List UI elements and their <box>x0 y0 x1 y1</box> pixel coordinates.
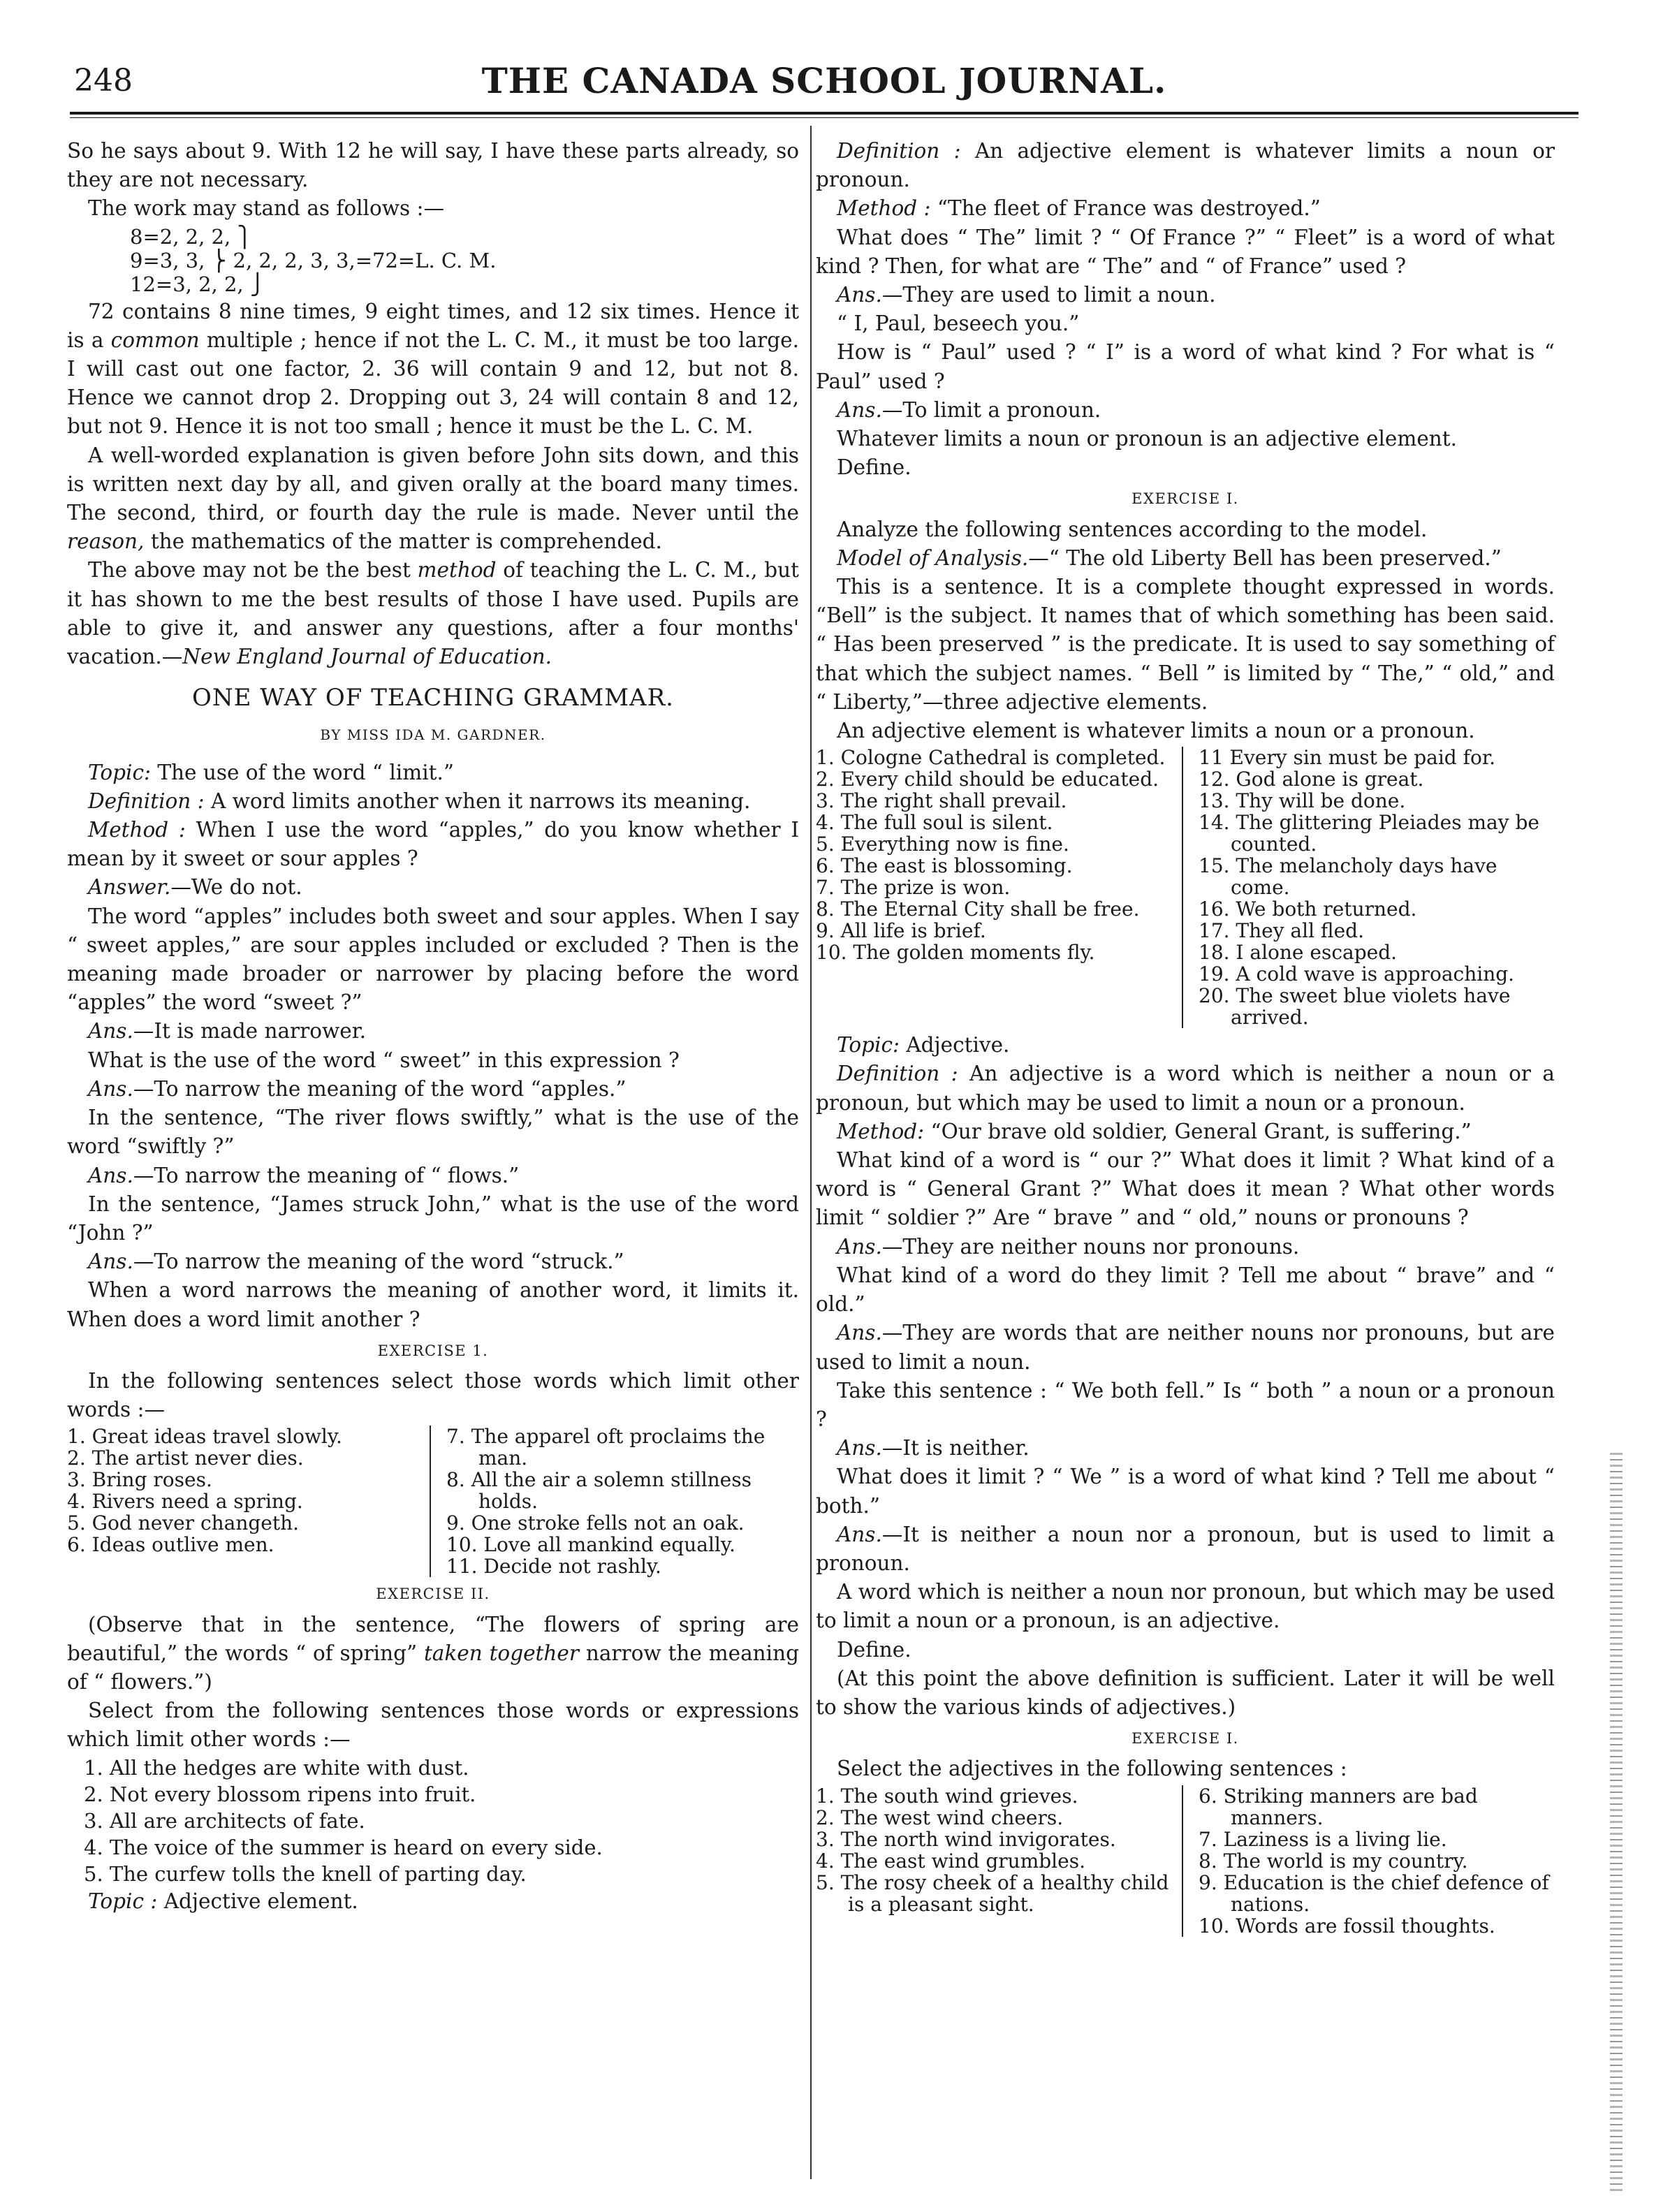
list-item: 3. Bring roses. <box>67 1468 212 1492</box>
definition-line: Definition : A word limits another when it narrows its meaning. <box>88 789 751 813</box>
answer-line: Ans.—They are used to limit a noun. <box>837 283 1216 307</box>
paragraph: Define. <box>837 1637 911 1662</box>
list-item: 14. The glittering Pleiades may be counted. <box>1199 811 1539 856</box>
paragraph: An adjective element is whatever limits a noun or a pronoun. <box>837 719 1475 743</box>
exercise-intro: Select from the following sentences those words or expressions which limit other words :— <box>67 1699 799 1752</box>
exercise-intro: Select the adjectives in the following sentences : <box>837 1757 1347 1781</box>
list-item: 15. The melancholy days have come. <box>1199 854 1497 900</box>
paragraph: In the sentence, “The river flows swiftly,” what is the use of the word “swiftly ?” <box>67 1106 799 1159</box>
list-item: 10. Love all mankind equally. <box>446 1533 735 1557</box>
list-item: 5. God never changeth. <box>67 1511 300 1535</box>
left-column <box>67 137 799 1916</box>
header-rule-thin <box>70 117 1579 118</box>
answer-line: Answer.—We do not. <box>88 875 302 900</box>
list-item: 6. The east is blossoming. <box>816 854 1073 878</box>
paragraph: This is a sentence. It is a complete thought expressed in words. “Bell” is the subject. It names that of which something has been said. “ Has been preserved ” is the predicate. It is used to say something of that which the subject names. “ Bell ” is limited by “ The,” “ old,” and “ Liberty,”—three adjective elements. <box>816 575 1555 714</box>
list-item: 3. All are architects of fate. <box>84 1808 365 1833</box>
paragraph: Whatever limits a noun or pronoun is an adjective element. <box>837 427 1458 451</box>
list-item: 1. The south wind grieves. <box>816 1784 1078 1808</box>
answer-line: Ans.—It is neither a noun nor a pronoun, but is used to limit a pronoun. <box>816 1522 1555 1575</box>
lcm-work <box>130 225 799 296</box>
exercise-title: EXERCISE 1. <box>377 1342 489 1359</box>
list-item: 5. The curfew tolls the knell of parting day. <box>84 1861 527 1886</box>
page-number: 248 <box>74 63 133 98</box>
list-item: 4. The full soul is silent. <box>816 811 1053 835</box>
method-line: Method : “The fleet of France was destroyed.” <box>837 196 1321 221</box>
column-divider <box>810 126 812 2179</box>
paragraph: 72 contains 8 nine times, 9 eight times, and 12 six times. Hence it is a common multiple ; hence if not the L. C. M., it must be too large. I will cast out one factor, 2. 36 will contain 9 and 12, but not 8. Hence we cannot drop 2. Dropping out 3, 24 will contain 8 and 12, but not 9. Hence it is not too small ; hence it must be the L. C. M. <box>67 299 799 439</box>
paragraph: A well-worded explanation is given before John sits down, and this is written next day by all, and given orally at the board many times. The second, third, or fourth day the rule is made. Never until the reason, the mathematics of the matter is comprehended. <box>67 443 799 554</box>
list-item: 1. Great ideas travel slowly. <box>67 1425 342 1449</box>
list-item: 7. The prize is won. <box>816 876 1011 900</box>
exercise-list <box>816 1785 1555 1937</box>
paragraph: The above may not be the best method of teaching the L. C. M., but it has shown to me the best results of those I have used. Pupils are able to give it, and answer any questions, after a four months' vacation.—New England Journal of Education. <box>67 558 799 669</box>
paragraph: A word which is neither a noun nor pronoun, but which may be used to limit a noun or a pronoun, is an adjective. <box>816 1580 1555 1633</box>
list-item: 3. The right shall prevail. <box>816 789 1067 813</box>
list-item: 2. Not every blossom ripens into fruit. <box>84 1782 476 1806</box>
list-item: 8. The Eternal City shall be free. <box>816 898 1140 921</box>
right-column <box>816 137 1555 1940</box>
list-item: 9. One stroke fells not an oak. <box>446 1511 745 1535</box>
page-header <box>70 57 1579 106</box>
list-item: 11 Every sin must be paid for. <box>1199 746 1496 770</box>
answer-line: Ans.—They are words that are neither nouns nor pronouns, but are used to limit a noun. <box>816 1321 1555 1374</box>
paragraph: What is the use of the word “ sweet” in this expression ? <box>88 1048 680 1072</box>
list-item: 13. Thy will be done. <box>1199 789 1406 813</box>
list-item: 2. The west wind cheers. <box>816 1806 1064 1829</box>
exercise-intro: In the following sentences select those words which limit other words :— <box>67 1368 799 1422</box>
answer-line: Ans.—It is neither. <box>837 1436 1030 1460</box>
list-item: 7. Laziness is a living lie. <box>1199 1827 1447 1851</box>
exercise-note: (Observe that in the sentence, “The flowers of spring are beautiful,” the words “ of spring” taken together narrow the meaning of “ flowers.”) <box>67 1612 799 1694</box>
list-item: 11. Decide not rashly. <box>446 1555 661 1579</box>
work-line: 8=2, 2, 2, ⎫ <box>130 224 253 249</box>
list-item: 16. We both returned. <box>1199 898 1417 921</box>
list-item: 8. The world is my country. <box>1199 1849 1468 1873</box>
list-item: 4. The east wind grumbles. <box>816 1849 1085 1873</box>
paragraph: (At this point the above definition is sufficient. Later it will be well to show the various kinds of adjectives.) <box>816 1666 1555 1719</box>
exercise-list <box>67 1426 799 1577</box>
definition-line: Definition : An adjective element is whatever limits a noun or pronoun. <box>816 139 1555 192</box>
definition-line: Definition : An adjective is a word which is neither a noun or a pronoun, but which may be used to limit a noun or a pronoun. <box>816 1062 1555 1115</box>
exercise-list <box>816 747 1555 1028</box>
list-item: 20. The sweet blue violets have arrived. <box>1199 984 1511 1030</box>
list-item: 2. Every child should be educated. <box>816 768 1159 791</box>
work-line: 12=3, 2, 2, ⎭ <box>130 272 265 296</box>
list-item: 17. They all fled. <box>1199 919 1365 943</box>
list-item: 6. Ideas outlive men. <box>67 1533 274 1557</box>
list-item: 18. I alone escaped. <box>1199 941 1398 965</box>
model-line: Model of Analysis.—“ The old Liberty Bell has been preserved.” <box>837 545 1502 570</box>
exercise-title: EXERCISE I. <box>1131 490 1239 508</box>
topic-line: Topic: Adjective. <box>837 1033 1010 1057</box>
answer-line: Ans.—To narrow the meaning of the word “struck.” <box>88 1250 624 1274</box>
answer-line: Ans.—It is made narrower. <box>88 1019 366 1043</box>
answer-line: Ans.—To limit a pronoun. <box>837 397 1101 422</box>
paragraph: What kind of a word is “ our ?” What does it limit ? What kind of a word is “ General Grant ?” What does it mean ? What other words limit “ soldier ?” Are “ brave ” and “ old,” nouns or pronouns ? <box>816 1148 1555 1230</box>
list-item: 6. Striking manners are bad manners. <box>1199 1784 1478 1829</box>
paragraph: What does it limit ? “ We ” is a word of what kind ? Tell me about “ both.” <box>816 1465 1555 1518</box>
list-item: 5. The rosy cheek of a healthy child is a pleasant sight. <box>816 1870 1169 1916</box>
list-item: 10. Words are fossil thoughts. <box>1199 1914 1495 1938</box>
list-item: 3. The north wind invigorates. <box>816 1827 1116 1851</box>
topic-line: Topic : Adjective element. <box>88 1889 358 1913</box>
topic-line: Topic: The use of the word “ limit.” <box>88 760 454 784</box>
source-citation: New England Journal of Education. <box>182 645 552 669</box>
answer-line: Ans.—They are neither nouns nor pronouns. <box>837 1234 1300 1259</box>
exercise-title: EXERCISE II. <box>376 1585 490 1603</box>
header-rule-thick <box>70 112 1579 115</box>
list-item: 8. All the air a solemn stillness holds. <box>446 1468 752 1514</box>
paragraph: So he says about 9. With 12 he will say, I have these parts already, so they are not necessary. <box>67 139 799 192</box>
answer-line: Ans.—To narrow the meaning of the word “apples.” <box>88 1076 627 1101</box>
list-item: 9. All life is brief. <box>816 919 986 943</box>
paragraph: When a word narrows the meaning of another word, it limits it. When does a word limit another ? <box>67 1278 799 1331</box>
paragraph: The work may stand as follows :— <box>88 196 444 221</box>
article-byline: BY MISS IDA M. GARDNER. <box>320 726 546 744</box>
paragraph: What does “ The” limit ? “ Of France ?” “ Fleet” is a word of what kind ? Then, for what are “ The” and “ of France” used ? <box>816 225 1555 278</box>
journal-title: THE CANADA SCHOOL JOURNAL. <box>481 60 1167 101</box>
paragraph: Take this sentence : “ We both fell.” Is “ both ” a noun or a pronoun ? <box>816 1378 1555 1431</box>
exercise-intro: Analyze the following sentences according to the model. <box>837 517 1428 541</box>
answer-line: Ans.—To narrow the meaning of “ flows.” <box>88 1163 520 1187</box>
paragraph: In the sentence, “James struck John,” what is the use of the word “John ?” <box>67 1192 799 1245</box>
list-item: 7. The apparel oft proclaims the man. <box>446 1425 766 1470</box>
exercise-list <box>67 1755 799 1887</box>
list-item: 9. Education is the chief defence of nations. <box>1199 1870 1549 1916</box>
exercise-title: EXERCISE I. <box>1131 1730 1239 1748</box>
scan-edge-artifact <box>1610 1453 1623 2193</box>
list-item: 4. The voice of the summer is heard on every side. <box>84 1835 603 1859</box>
list-item: 19. A cold wave is approaching. <box>1199 962 1515 986</box>
method-line: Method : When I use the word “apples,” do you know whether I mean by it sweet or sour apples ? <box>67 818 799 871</box>
list-item: 2. The artist never dies. <box>67 1446 304 1470</box>
paragraph: What kind of a word do they limit ? Tell me about “ brave” and “ old.” <box>816 1263 1555 1317</box>
paragraph: How is “ Paul” used ? “ I” is a word of what kind ? For what is “ Paul” used ? <box>816 340 1555 393</box>
list-item: 12. God alone is great. <box>1199 768 1424 791</box>
list-item: 10. The golden moments fly. <box>816 941 1095 965</box>
list-item: 1. Cologne Cathedral is completed. <box>816 746 1166 770</box>
list-item: 4. Rivers need a spring. <box>67 1490 303 1514</box>
paragraph: Define. <box>837 455 911 480</box>
method-line: Method: “Our brave old soldier, General Grant, is suffering.” <box>837 1119 1472 1143</box>
paragraph: The word “apples” includes both sweet and sour apples. When I say “ sweet apples,” are sour apples included or excluded ? Then is the meaning made broader or narrower by placing before the word “apples” the word “sweet ?” <box>67 904 799 1015</box>
article-heading: ONE WAY OF TEACHING GRAMMAR. <box>192 684 674 712</box>
list-item: 5. Everything now is fine. <box>816 833 1069 856</box>
paragraph: “ I, Paul, beseech you.” <box>837 312 1080 336</box>
list-item: 1. All the hedges are white with dust. <box>84 1755 469 1780</box>
work-line: 9=3, 3, ⎬ 2, 2, 2, 3, 3,=72=L. C. M. <box>130 248 497 272</box>
